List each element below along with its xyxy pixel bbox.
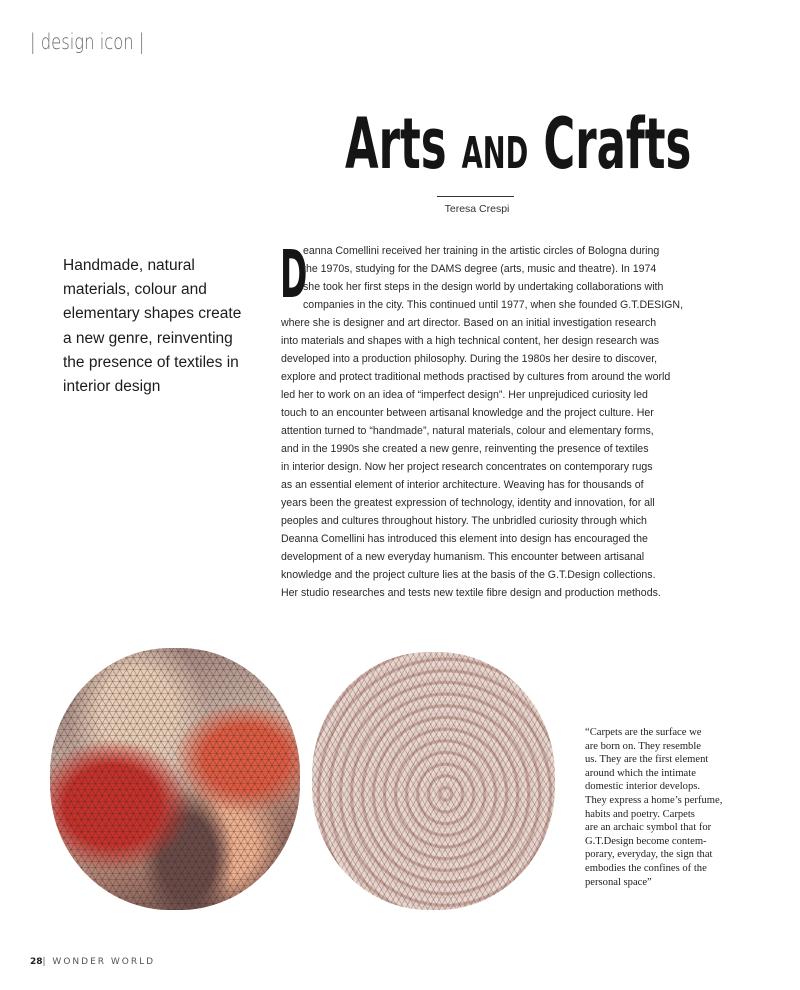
body-line: years been the greatest expression of technology, identity and innovation, for all	[281, 497, 655, 509]
body-line: knowledge and the project culture lies at the basis of the G.T.Design collections.	[281, 569, 656, 581]
author-byline: Teresa Crespi	[444, 203, 510, 215]
body-line: Deanna Comellini has introduced this element into design has encouraged the	[281, 533, 648, 545]
quote-line: porary, everyday, the sign that	[585, 849, 713, 861]
byline-rule	[437, 196, 514, 197]
quote-line: G.T.Design become contem-	[585, 835, 707, 847]
body-line: companies in the city. This continued until 1977, when she founded G.T.DESIGN,	[303, 299, 684, 311]
body-line: the 1970s, studying for the DAMS degree (arts, music and theatre). In 1974	[303, 263, 657, 275]
quote-line: They express a home’s perfume,	[585, 794, 723, 806]
drop-cap: D	[280, 236, 308, 313]
body-line: attention turned to “handmade”, natural materials, colour and elementary forms,	[281, 425, 654, 437]
body-line: peoples and cultures throughout history. The unbridled curiosity through which	[281, 515, 647, 527]
body-line: Her studio researches and tests new textile fibre design and production methods.	[281, 587, 661, 599]
quote-line: personal space”	[585, 876, 652, 888]
rug-image-right	[312, 652, 555, 910]
title-word-and: AND	[461, 128, 529, 179]
body-line: and in the 1990s she created a new genre, reinventing the presence of textiles	[281, 443, 649, 455]
body-line: she took her first steps in the design world by undertaking collaborations with	[303, 281, 664, 293]
title-word-crafts: Crafts	[528, 103, 692, 185]
body-line: led her to work on an idea of “imperfect design”. Her unprejudiced curiosity led	[281, 389, 648, 401]
body-line: in interior design. Now her project research concentrates on contemporary rugs	[281, 461, 653, 473]
article-title	[345, 104, 691, 194]
title-word-arts: Arts	[345, 103, 462, 185]
quote-line: around which the intimate	[585, 767, 696, 779]
page-footer	[30, 957, 155, 967]
quote-line: embodies the confines of the	[585, 862, 707, 874]
page-number: 28	[30, 957, 43, 967]
body-line: developed into a production philosophy. During the 1980s her desire to discover,	[281, 353, 658, 365]
quote-line: domestic interior develops.	[585, 781, 701, 793]
article-body	[280, 236, 684, 602]
body-line: as an essential element of interior architecture. Weaving has for thousands of	[281, 479, 644, 491]
quote-line: us. They are the first element	[585, 754, 709, 766]
quote-line: habits and poetry. Carpets	[585, 808, 695, 820]
body-line: touch to an encounter between artisanal knowledge and the project culture. Her	[281, 407, 654, 419]
quote-line: “Carpets are the surface we	[585, 727, 702, 738]
quote-line: are born on. They resemble	[585, 740, 701, 752]
body-line: where she is designer and art director. Based on an initial investigation research	[281, 317, 657, 329]
standfirst: Handmade, natural materials, colour and elementary shapes create a new genre, reinventing the presence of textiles in interior design	[63, 257, 242, 396]
pull-quote	[585, 726, 735, 889]
quote-line: are an archaic symbol that for	[585, 822, 712, 834]
body-line: eanna Comellini received her training in the artistic circles of Bologna during	[303, 245, 660, 257]
body-line: explore and protect traditional methods practised by cultures from around the world	[281, 371, 671, 383]
section-tag: | design icon |	[30, 30, 145, 54]
body-line: development of a new everyday humanism. This encounter between artisanal	[281, 551, 645, 563]
rug-image-left	[50, 648, 300, 910]
magazine-name: | WONDER WORLD	[42, 957, 156, 967]
body-line: into materials and shapes with a high technical content, her design research was	[281, 335, 660, 347]
